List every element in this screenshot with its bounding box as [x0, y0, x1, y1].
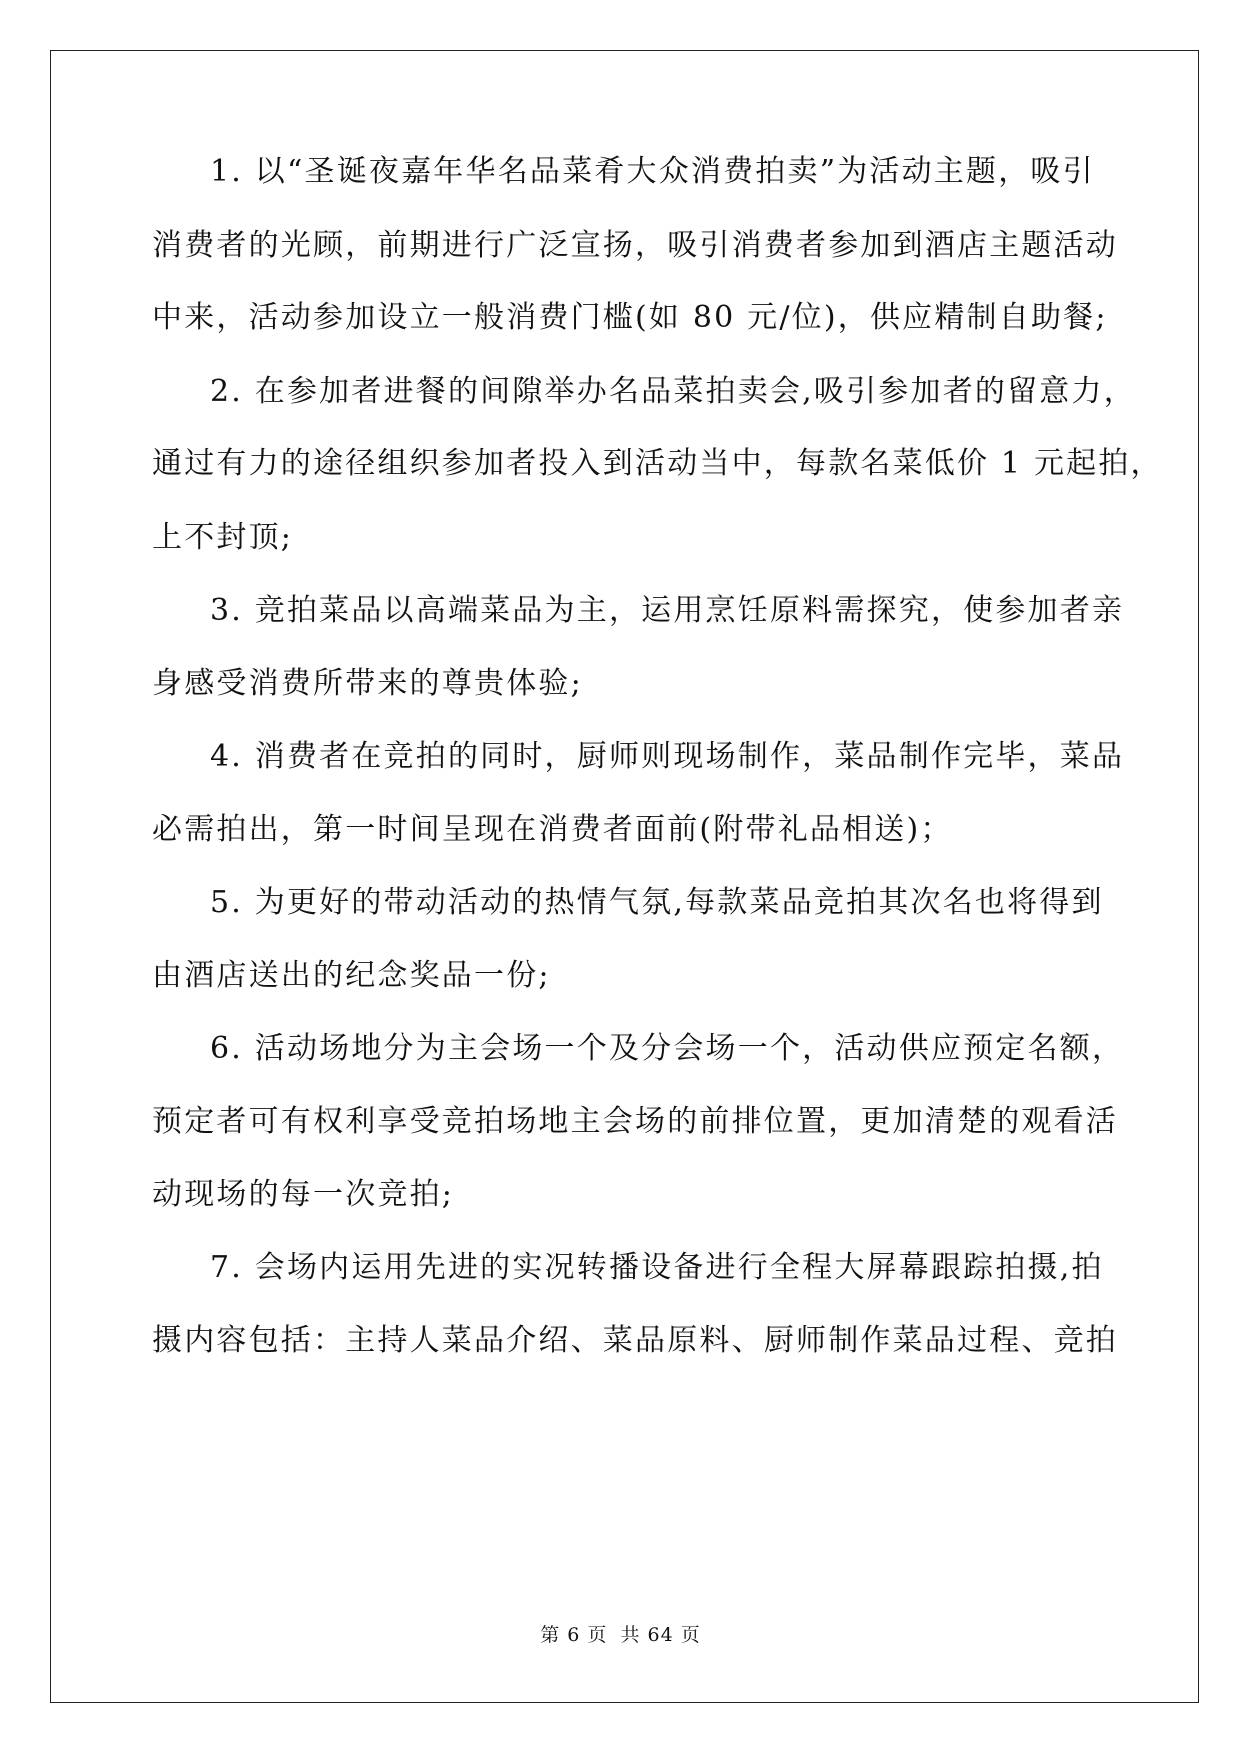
page-number: 第 6 页	[540, 1624, 608, 1646]
paragraph-1-line-2: 消费者的光顾，前期进行广泛宣扬，吸引消费者参加到酒店主题活动	[152, 228, 1118, 263]
paragraph-2-line-1: 2. 在参加者进餐的间隙举办名品菜拍卖会,吸引参加者的留意力，	[210, 374, 1136, 409]
paragraph-7-line-2: 摄内容包括：主持人菜品介绍、菜品原料、厨师制作菜品过程、竞拍	[152, 1323, 1118, 1358]
paragraph-6-line-2: 预定者可有权利享受竞拍场地主会场的前排位置，更加清楚的观看活	[152, 1104, 1118, 1139]
paragraph-1-line-1: 1. 以“圣诞夜嘉年华名品菜肴大众消费拍卖”为活动主题，吸引	[210, 154, 1095, 189]
paragraph-1-line-3: 中来，活动参加设立一般消费门槛(如 80 元/位)，供应精制自助餐;	[152, 300, 1108, 335]
paragraph-5-line-2: 由酒店送出的纪念奖品一份;	[152, 958, 551, 993]
total-pages: 共 64 页	[620, 1624, 701, 1646]
paragraph-4-line-1: 4. 消费者在竞拍的同时，厨师则现场制作，菜品制作完毕，菜品	[210, 739, 1125, 774]
paragraph-3-line-2: 身感受消费所带来的尊贵体验;	[152, 666, 583, 701]
page-footer	[0, 1620, 1241, 1647]
paragraph-2-line-2: 通过有力的途径组织参加者投入到活动当中，每款名菜低价 1 元起拍，	[152, 446, 1163, 481]
paragraph-6-line-1: 6. 活动场地分为主会场一个及分会场一个，活动供应预定名额，	[210, 1031, 1125, 1066]
paragraph-6-line-3: 动现场的每一次竞拍;	[152, 1177, 455, 1212]
paragraph-4-line-2: 必需拍出，第一时间呈现在消费者面前(附带礼品相送)；	[152, 812, 953, 847]
paragraph-2-line-3: 上不封顶;	[152, 520, 294, 555]
paragraph-7-line-1: 7. 会场内运用先进的实况转播设备进行全程大屏幕跟踪拍摄,拍	[210, 1250, 1104, 1285]
paragraph-3-line-1: 3. 竞拍菜品以高端菜品为主，运用烹饪原料需探究，使参加者亲	[210, 593, 1125, 628]
paragraph-5-line-1: 5. 为更好的带动活动的热情气氛,每款菜品竞拍其次名也将得到	[210, 885, 1104, 920]
